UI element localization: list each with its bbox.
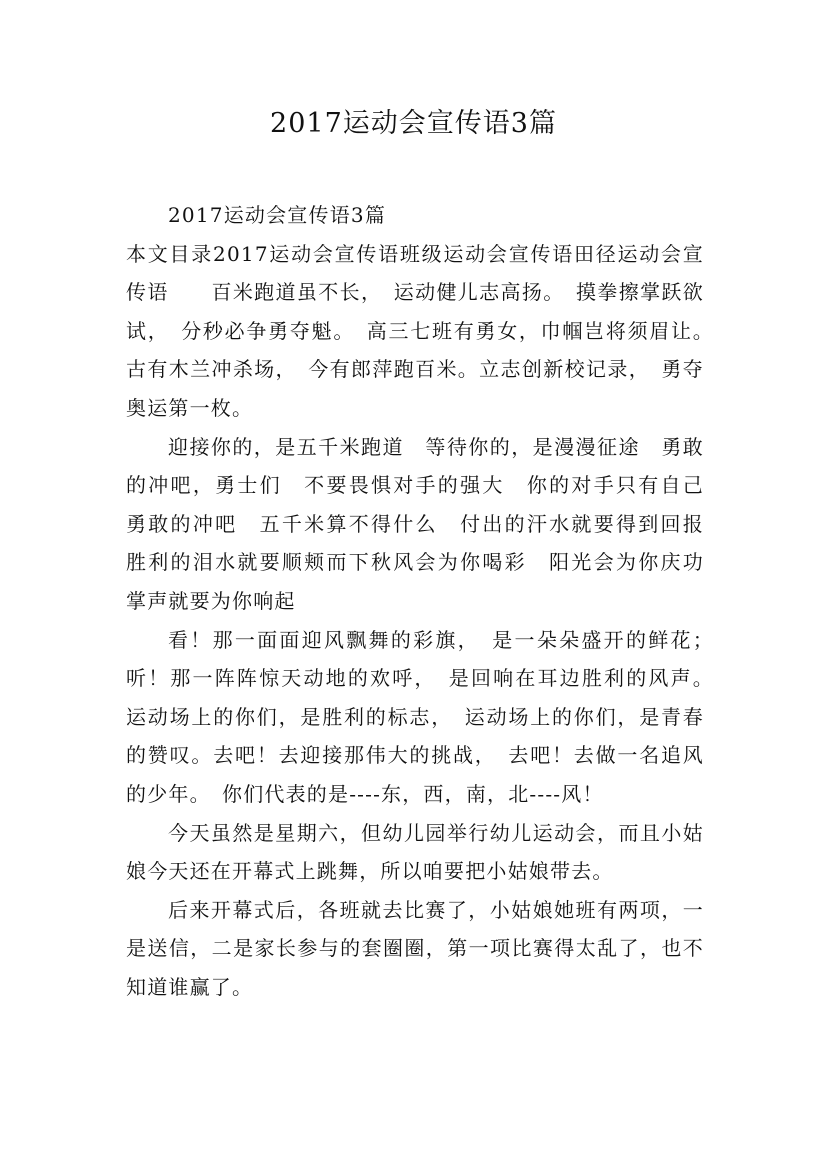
flag-cheer-paragraph: 看！那一面面迎风飘舞的彩旗， 是一朵朵盛开的鲜花； 听！那一阵阵惊天动地的欢呼， 是回响在耳边胜利的风声。 运动场上的你们，是胜利的标志， 运动场上的你们，是青春的赞叹。去吧！去迎接那伟大的挑战， 去吧！去做一名追风的少年。 你们代表的是----东，西，南，北----风！ (126, 627, 726, 806)
document-body (126, 196, 726, 1006)
opening-ceremony-paragraph: 后来开幕式后，各班就去比赛了，小姑娘她班有两项，一是送信，二是家长参与的套圈圈，第一项比赛得太乱了，也不知道谁赢了。 (126, 897, 704, 999)
table-of-contents-paragraph: 本文目录2017运动会宣传语班级运动会宣传语田径运动会宣传语 百米跑道虽不长， 运动健儿志高扬。 摸拳擦掌跃欲试， 分秒必争勇夺魁。 高三七班有勇女，巾帼岂将须眉让。 古有木兰冲杀场， 今有郎萍跑百米。立志创新校记录， 勇夺奥运第一枚。 (126, 241, 726, 420)
document-title: 2017运动会宣传语3篇 (270, 108, 557, 139)
kindergarten-saturday-paragraph: 今天虽然是星期六，但幼儿园举行幼儿运动会，而且小姑娘今天还在开幕式上跳舞，所以咱要把小姑娘带去。 (126, 820, 704, 884)
document-subtitle-paragraph: 2017运动会宣传语3篇 (168, 203, 387, 227)
five-thousand-meter-paragraph: 迎接你的，是五千米跑道 等待你的，是漫漫征途 勇敢的冲吧，勇士们 不要畏惧对手的强大 你的对手只有自己 勇敢的冲吧 五千米算不得什么 付出的汗水就要得到回报 胜利的泪水就要顺颊而下秋风会为你喝彩 阳光会为你庆功 掌声就要为你响起 (126, 434, 726, 613)
